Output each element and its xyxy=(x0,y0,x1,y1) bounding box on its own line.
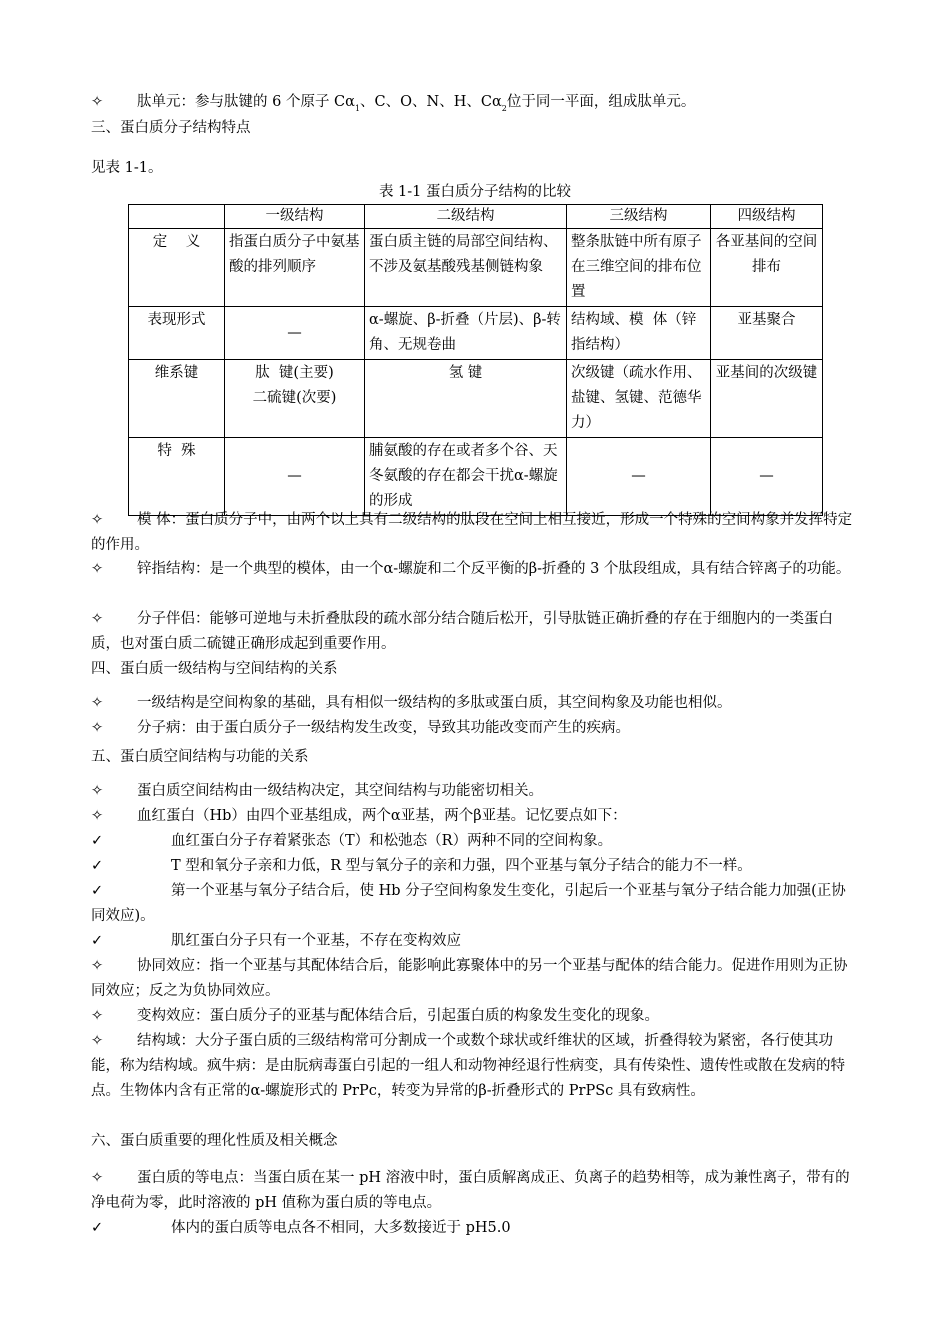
diamond-bullet-icon: ✧ xyxy=(91,512,104,528)
table-header-cell: 二级结构 xyxy=(365,205,567,229)
zinc-finger-text: 锌指结构：是一个典型的模体，由一个α-螺旋和二个反平衡的β-折叠的 3 个肽段组成，具有结合锌离子的功能。 xyxy=(137,561,851,577)
table-cell: 亚基聚合 xyxy=(711,307,823,360)
row-label: 表现形式 xyxy=(129,307,225,360)
check-item xyxy=(91,854,855,879)
table-cell: — xyxy=(225,307,365,360)
molecular-disease-item xyxy=(91,716,855,741)
peptide-unit-text-a: 肽单元：参与肽键的 6 个原子 Cα xyxy=(137,94,355,110)
table-row xyxy=(129,229,823,307)
primary-structure-text: 一级结构是空间构象的基础，具有相似一级结构的多肽或蛋白质，其空间构象及功能也相似。 xyxy=(137,695,732,711)
check-icon: ✓ xyxy=(91,858,104,874)
table-header-cell: 四级结构 xyxy=(711,205,823,229)
diamond-bullet-icon: ✧ xyxy=(91,958,104,974)
table-header-cell: 一级结构 xyxy=(225,205,365,229)
table-header-row xyxy=(129,205,823,229)
table-cell: 氢 键 xyxy=(365,360,567,438)
section-heading-4: 四、蛋白质一级结构与空间结构的关系 xyxy=(91,661,338,677)
check-item xyxy=(91,929,855,954)
table-caption: 表 1-1 蛋白质分子结构的比较 xyxy=(378,184,572,200)
check-text: 体内的蛋白质等电点各不相同，大多数接近于 pH5.0 xyxy=(171,1220,511,1236)
row-label: 特 殊 xyxy=(129,438,225,516)
peptide-unit-text-b: 、C、O、N、H、Cα xyxy=(360,94,502,110)
table-row xyxy=(129,360,823,438)
subscript-1: 1 xyxy=(354,104,361,113)
table-header-cell: 三级结构 xyxy=(567,205,711,229)
domain-text: 结构域：大分子蛋白质的三级结构常可分割成一个或数个球状或纤维状的区域，折叠得较为紧密，各行使其功能，称为结构域。疯牛病：是由朊病毒蛋白引起的一组人和动物神经退行性病变，具有传染性、遗传性或散在发病的特点。生物体内含有正常的α-螺旋形式的 PrPc，转变为异常的β-折叠形式的 PrPSc 具有致病性。 xyxy=(91,1033,845,1099)
table-cell: — xyxy=(567,438,711,516)
table-cell: 整条肽链中所有原子在三维空间的排布位置 xyxy=(567,229,711,307)
see-table-text: 见表 1-1。 xyxy=(91,160,163,176)
isoelectric-text: 蛋白质的等电点：当蛋白质在某一 pH 溶液中时，蛋白质解离成正、负离子的趋势相等，成为兼性离子，带有的净电荷为零，此时溶液的 pH 值称为蛋白质的等电点。 xyxy=(91,1170,850,1211)
table-cell: 次级键（疏水作用、盐键、氢键、范德华力） xyxy=(567,360,711,438)
domain-item xyxy=(91,1029,855,1104)
subscript-2: 2 xyxy=(501,104,507,113)
motif-text: 模 体：蛋白质分子中，由两个以上具有二级结构的肽段在空间上相互接近，形成一个特殊的空间构象并发挥特定的作用。 xyxy=(91,512,853,553)
check-text: 血红蛋白分子存着紧张态（T）和松弛态（R）两种不同的空间构象。 xyxy=(171,833,613,849)
check-icon: ✓ xyxy=(91,933,104,949)
hemoglobin-text: 血红蛋白（Hb）由四个亚基组成，两个α亚基，两个β亚基。记忆要点如下： xyxy=(137,808,627,824)
table-cell: — xyxy=(225,438,365,516)
chaperone-item xyxy=(91,607,855,657)
check-item xyxy=(91,1216,855,1241)
diamond-bullet-icon: ✧ xyxy=(91,1033,104,1049)
table-cell: 蛋白质主链的局部空间结构、不涉及氨基酸残基侧链构象 xyxy=(365,229,567,307)
table-cell: 亚基间的次级键 xyxy=(711,360,823,438)
chaperone-text: 分子伴侣：能够可逆地与未折叠肽段的疏水部分结合随后松开，引导肽链正确折叠的存在于细胞内的一类蛋白质，也对蛋白质二硫键正确形成起到重要作用。 xyxy=(91,611,833,652)
spatial-structure-item xyxy=(91,779,855,804)
row-label: 维系键 xyxy=(129,360,225,438)
diamond-bullet-icon: ✧ xyxy=(91,94,104,110)
check-icon: ✓ xyxy=(91,833,104,849)
spatial-structure-text: 蛋白质空间结构由一级结构决定，其空间结构与功能密切相关。 xyxy=(137,783,543,799)
section-heading-3: 三、蛋白质分子结构特点 xyxy=(91,120,251,136)
table-cell: 脯氨酸的存在或者多个谷、天冬氨酸的存在都会干扰α-螺旋的形成 xyxy=(365,438,567,516)
cooperativity-item xyxy=(91,954,855,1004)
table-cell: 各亚基间的空间排布 xyxy=(711,229,823,307)
section-heading-6: 六、蛋白质重要的理化性质及相关概念 xyxy=(91,1133,338,1149)
check-icon: ✓ xyxy=(91,883,104,899)
diamond-bullet-icon: ✧ xyxy=(91,561,104,577)
cooperativity-text: 协同效应：指一个亚基与其配体结合后，能影响此寡聚体中的另一个亚基与配体的结合能力。促进作用则为正协同效应；反之为负协同效应。 xyxy=(91,958,848,999)
diamond-bullet-icon: ✧ xyxy=(91,695,104,711)
table-row xyxy=(129,307,823,360)
check-text: T 型和氧分子亲和力低，R 型与氧分子的亲和力强，四个亚基与氧分子结合的能力不一样。 xyxy=(171,858,752,874)
table-cell: 指蛋白质分子中氨基酸的排列顺序 xyxy=(225,229,365,307)
check-text: 肌红蛋白分子只有一个亚基，不存在变构效应 xyxy=(171,933,461,949)
section-heading-5: 五、蛋白质空间结构与功能的关系 xyxy=(91,749,309,765)
check-item xyxy=(91,879,855,929)
table-cell: α-螺旋、β-折叠（片层)、β-转角、无规卷曲 xyxy=(365,307,567,360)
table-header-cell xyxy=(129,205,225,229)
diamond-bullet-icon: ✧ xyxy=(91,808,104,824)
table-cell: 肽 键(主要) 二硫键(次要) xyxy=(225,360,365,438)
diamond-bullet-icon: ✧ xyxy=(91,1170,104,1186)
table-cell: — xyxy=(711,438,823,516)
motif-item xyxy=(91,508,855,558)
molecular-disease-text: 分子病：由于蛋白质分子一级结构发生改变，导致其功能改变而产生的疾病。 xyxy=(137,720,630,736)
structure-comparison-table xyxy=(128,204,823,516)
zinc-finger-item xyxy=(91,557,855,582)
check-icon: ✓ xyxy=(91,1220,104,1236)
peptide-unit-item xyxy=(91,92,855,119)
allosteric-item xyxy=(91,1004,855,1029)
diamond-bullet-icon: ✧ xyxy=(91,1008,104,1024)
peptide-unit-text-c: 位于同一平面，组成肽单元。 xyxy=(506,94,696,110)
check-item xyxy=(91,829,855,854)
primary-structure-item xyxy=(91,691,855,716)
table-row xyxy=(129,438,823,516)
diamond-bullet-icon: ✧ xyxy=(91,720,104,736)
isoelectric-item xyxy=(91,1166,855,1216)
row-label: 定 义 xyxy=(129,229,225,307)
check-text: 第一个亚基与氧分子结合后，使 Hb 分子空间构象发生变化，引起后一个亚基与氧分子结合能力加强(正协同效应)。 xyxy=(91,883,846,924)
diamond-bullet-icon: ✧ xyxy=(91,611,104,627)
diamond-bullet-icon: ✧ xyxy=(91,783,104,799)
table-cell: 结构域、模 体（锌指结构） xyxy=(567,307,711,360)
hemoglobin-item xyxy=(91,804,855,829)
allosteric-text: 变构效应：蛋白质分子的亚基与配体结合后，引起蛋白质的构象发生变化的现象。 xyxy=(137,1008,659,1024)
